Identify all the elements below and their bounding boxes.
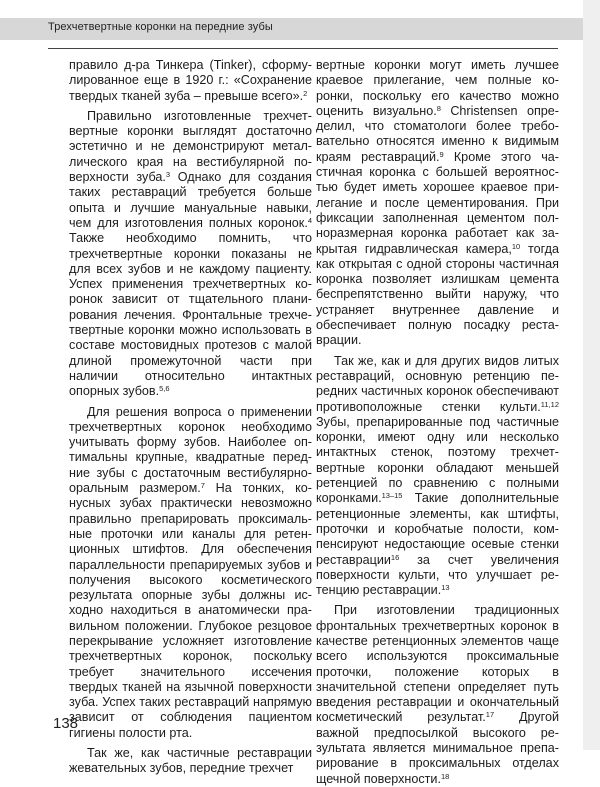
text-column-left (69, 58, 312, 777)
text-run: Такие дополнительные ретенционные элементы, как штифты, проточки и коробчатые полости, компенсируют недостающие осевые стенки реставрации (316, 491, 559, 567)
text-column-right (316, 58, 559, 787)
page-edge-shadow (583, 0, 600, 750)
text-run: Другой важной предпосылкой высокого результата является минимальное препарирование в проксимальных отделах щечной поверхности. (316, 710, 559, 786)
reference-superscript: 10 (511, 241, 521, 251)
paragraph (69, 746, 312, 777)
reference-superscript: 4 (307, 215, 312, 225)
text-run: Кроме этого частичная коронка с большей вероятностью будет иметь хорошее краевое прилегание и после цементирования. При фиксации заполненная цементом полноразмерная коронка работает как закрытая гидравлическая камера, (316, 149, 559, 256)
reference-superscript: 18 (440, 771, 450, 781)
text-run: за счет увеличения поверхности культи, что улучшает ретенцию реставрации. (316, 552, 559, 598)
text-run: тогда как открытая с одной стороны частичная коронка позволяет излишкам цемента беспрепятственно выйти наружу, что устраняет внутреннее давление и обеспечивает полную посадку реставрации. (316, 241, 560, 348)
text-run: правило д-ра Тинкера (Tinker), сформулированное еще в 1920 г.: «Сохранение твердых тканей зуба – превыше всего». (69, 58, 312, 103)
page-number: 138 (53, 715, 79, 732)
paragraph (316, 354, 559, 599)
paragraph (316, 603, 559, 787)
paragraph (316, 58, 559, 349)
reference-superscript: 16 (390, 552, 400, 562)
running-header (0, 18, 600, 40)
header-divider (48, 48, 558, 49)
paragraph (69, 109, 312, 400)
text-run: Однако для создания таких реставраций требуется больше опыта и лучшие мануальные навыки, чем для изготовления полных коронок. (69, 170, 312, 230)
reference-superscript: 11,12 (540, 399, 559, 409)
paragraph (69, 58, 312, 104)
text-run: Так же, как и для других видов литых реставраций, основную ретенцию передних частичных коронок обеспечивают противоположные стенки культи. (316, 353, 559, 414)
text-run: Для решения вопроса о применении трехчетвертных коронок необходимо учитывать форму зубов. Наиболее оптимальны крупные, квадратные передние зубы с достаточным вестибулярно-оральным размером. (69, 404, 312, 496)
text-run: Также необходимо помнить, что трехчетвертные коронки показаны не для всех зубов и не каждому пациенту. Успех применения трехчетвертных коронок зависит от тщательного планирования лечения. Фронтальные трехчетвертные коронки можно использовать в составе мостовидных протезов с малой длиной промежуточной части при наличии относительно интактных опорных зубов. (69, 231, 312, 399)
text-run: На тонких, конусных зубах практически невозможно правильно препарировать проксимальные проточки или каналы для ретенционных штифтов. Для обеспечения параллельности препарируемых зубов и получения высокого косметического результата опорные зубы должны исходно находиться в анатомически правильном положении. Глубокое резцовое перекрывание усложняет изготовление трехчетвертных коронок, поскольку требует значительного иссечения твердых тканей на язычной поверхности зуба. Успех таких реставраций напрямую зависит от соблюдения пациентом гигиены полости рта. (69, 481, 312, 740)
running-header-title: Трехчетвертные коронки на передние зубы (48, 21, 273, 33)
text-run: вертные коронки могут иметь лучшее краевое прилегание, чем полные коронки, поскольку его качество можно оценить визуально. (316, 58, 559, 118)
reference-superscript: 8 (436, 103, 441, 113)
text-run: Christensen определил, что стоматологи более требовательно относятся именно к видимым краям реставраций. (316, 103, 559, 164)
text-run: Зубы, препарированные под частичные коронки, имеют одну или несколько интактных стенок, поэтому трехчетвертные коронки обладают меньшей ретенцией по сравнению с полными коронками. (316, 414, 559, 506)
text-run: Так же, как частичные реставрации жевательных зубов, передние трехчет (69, 746, 312, 776)
paragraph (69, 405, 312, 742)
reference-superscript: 9 (439, 149, 444, 159)
reference-superscript: 7 (200, 481, 205, 491)
reference-superscript: 13–15 (381, 491, 403, 501)
reference-superscript: 13 (441, 583, 450, 593)
reference-superscript: 17 (485, 710, 495, 720)
text-run: Правильно изготовленные трехчетвертные коронки выглядят достаточно эстетично и не демонстрируют металлического края на вестибулярной поверхности зуба. (69, 108, 312, 185)
text-run: При изготовлении традиционных фронтальных трехчетвертных коронок в качестве ретенционных элементов чаще всего используются проксимальные проточки, положение которых в значительной степени определяет путь введения реставрации и окончательный косметический результат. (316, 603, 559, 725)
reference-superscript: 2 (303, 88, 308, 98)
reference-superscript: 3 (165, 170, 171, 180)
reference-superscript: 5,6 (159, 384, 170, 394)
